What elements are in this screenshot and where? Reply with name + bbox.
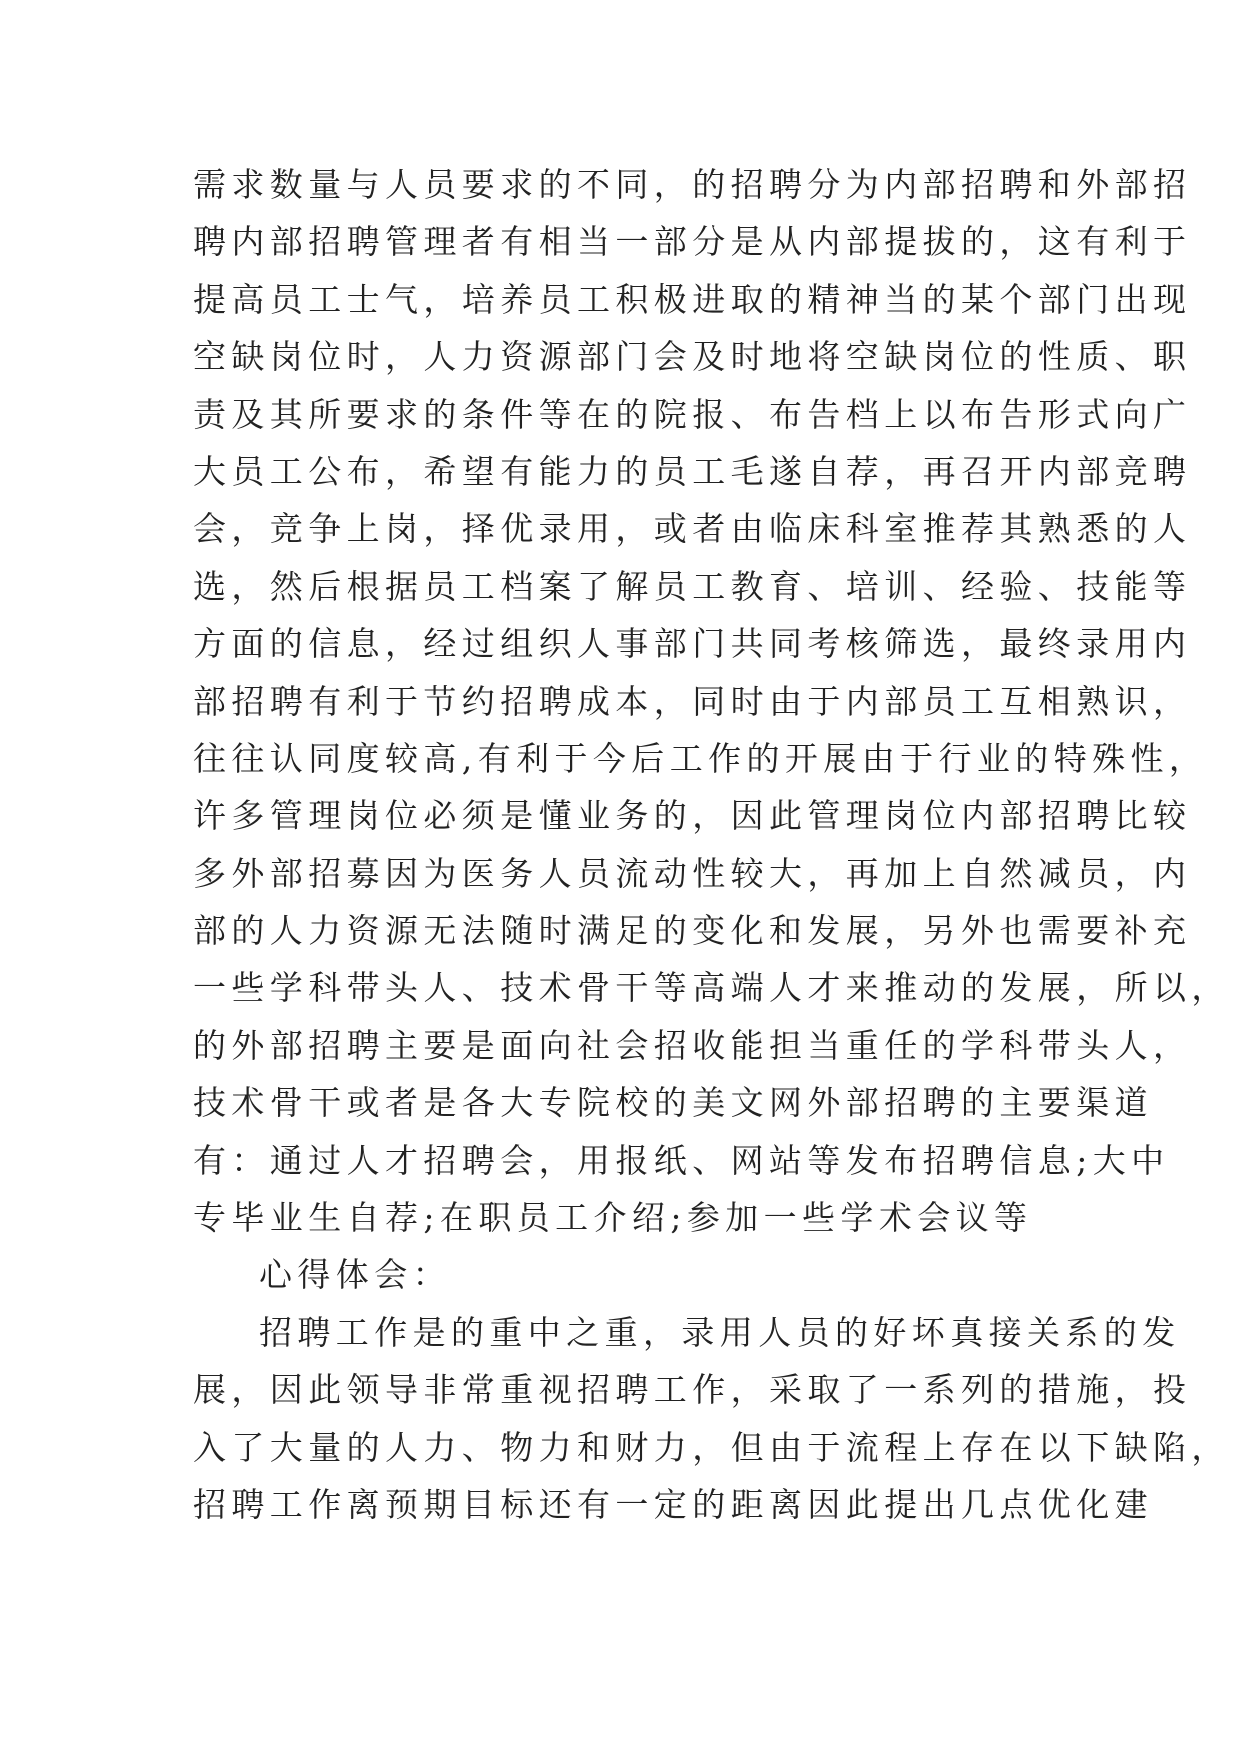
- text-line: 专毕业生自荐;在职员工介绍;参加一些学术会议等: [193, 1198, 1033, 1238]
- text-line: 责及其所要求的条件等在的院报、布告档上以布告形式向广: [193, 394, 1192, 434]
- text-line: 有：通过人才招聘会，用报纸、网站等发布招聘信息;大中: [193, 1140, 1170, 1180]
- text-line: 方面的信息，经过组织人事部门共同考核筛选，最终录用内: [193, 624, 1192, 664]
- document-body: [193, 156, 1230, 1533]
- text-line: 往往认同度较高,有利于今后工作的开展由于行业的特殊性，: [193, 738, 1208, 778]
- text-line: 许多管理岗位必须是懂业务的，因此管理岗位内部招聘比较: [193, 796, 1192, 836]
- text-line: 招聘工作离预期目标还有一定的距离因此提出几点优化建: [193, 1484, 1153, 1524]
- text-line: 部的人力资源无法随时满足的变化和发展，另外也需要补充: [193, 911, 1192, 951]
- text-line: 会，竞争上岗，择优录用，或者由临床科室推荐其熟悉的人: [193, 509, 1192, 549]
- section-heading: 心得体会：: [259, 1255, 451, 1295]
- text-line: 一些学科带头人、技术骨干等高端人才来推动的发展，所以，: [193, 968, 1230, 1008]
- text-line: 大员工公布，希望有能力的员工毛遂自荐，再召开内部竞聘: [193, 451, 1192, 491]
- text-line: 多外部招募因为医务人员流动性较大，再加上自然减员，内: [193, 853, 1192, 893]
- text-line: 的外部招聘主要是面向社会招收能担当重任的学科带头人，: [193, 1025, 1192, 1065]
- text-line: 空缺岗位时，人力资源部门会及时地将空缺岗位的性质、职: [193, 337, 1192, 377]
- paragraph-reflection: [193, 1304, 1230, 1534]
- text-line: 部招聘有利于节约招聘成本，同时由于内部员工互相熟识，: [193, 681, 1192, 721]
- paragraph-recruitment-channels: [193, 156, 1230, 1246]
- text-line: 选，然后根据员工档案了解员工教育、培训、经验、技能等: [193, 566, 1192, 606]
- text-line: 需求数量与人员要求的不同，的招聘分为内部招聘和外部招: [193, 165, 1192, 204]
- text-line: 提高员工士气，培养员工积极进取的精神当的某个部门出现: [193, 279, 1192, 319]
- text-line: 入了大量的人力、物力和财力，但由于流程上存在以下缺陷，: [193, 1427, 1230, 1467]
- text-line: 招聘工作是的重中之重，录用人员的好坏真接关系的发: [259, 1312, 1181, 1352]
- text-line: 技术骨干或者是各大专院校的美文网外部招聘的主要渠道: [193, 1083, 1153, 1123]
- text-line: 展，因此领导非常重视招聘工作，采取了一系列的措施，投: [193, 1370, 1192, 1410]
- text-line: 聘内部招聘管理者有相当一部分是从内部提拔的，这有利于: [193, 222, 1192, 262]
